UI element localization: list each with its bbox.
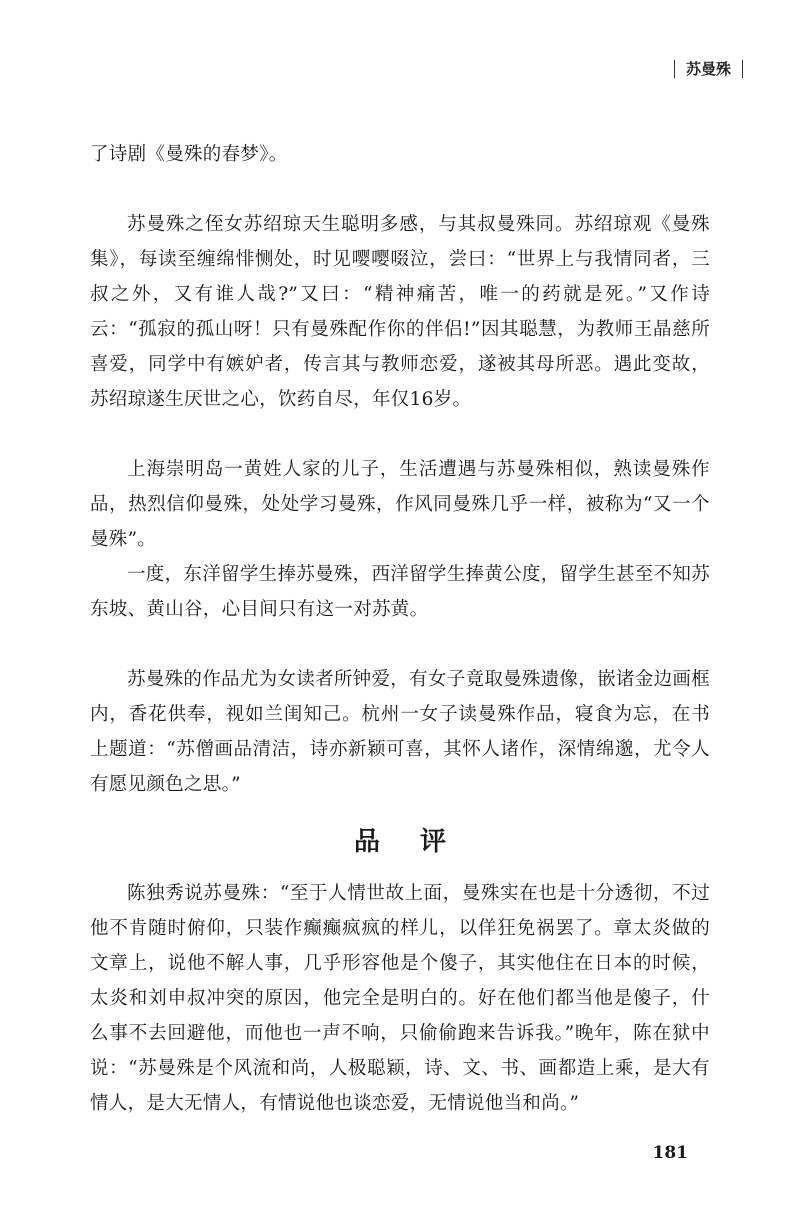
paragraph-su-shaoqiong: 苏曼殊之侄女苏绍琼天生聪明多感，与其叔曼殊同。苏绍琼观《曼殊集》，每读至缠绵悱恻处，时见嘤嘤啜泣，尝曰：“世界上与我情同者，三叔之外，又有谁人哉?”又曰：“精神痛苦，唯一的药就是死。”又作诗云：“孤寂的孤山呀！只有曼殊配作你的伴侣!”因其聪慧，为教师王晶慈所喜爱，同学中有嫉妒者，传言其与教师恋爱，遂被其母所恶。遇此变故，苏绍琼遂生厌世之心，饮药自尽，年仅16岁。 bbox=[90, 214, 710, 410]
paragraph-continuation: 了诗剧《曼殊的春梦》。 bbox=[90, 144, 288, 165]
section-heading: 品评 bbox=[353, 827, 486, 857]
running-header bbox=[0, 57, 800, 83]
running-header-title: 苏曼殊 bbox=[674, 59, 743, 79]
paragraph-commentary: 陈独秀说苏曼殊：“至于人情世故上面，曼殊实在也是十分透彻，不过他不肯随时俯仰，只装作癫癫疯疯的样儿，以佯狂免祸罢了。章太炎做的文章上，说他不解人事，几乎形容他是个傻子，其实他住在日本的时候，太炎和刘申叔冲突的原因，他完全是明白的。好在他们都当他是傻子，什么事不去回避他，而他也一声不响，只偷偷跑来告诉我。”晚年，陈在狱中说：“苏曼殊是个风流和尚，人极聪颖，诗、文、书、画都造上乘，是大有情人，是大无情人，有情说他也谈恋爱，无情说他当和尚。” bbox=[90, 883, 710, 1114]
paragraph-chongming-huang: 上海崇明岛一黄姓人家的儿子，生活遭遇与苏曼殊相似，熟读曼殊作品，热烈信仰曼殊，处处学习曼殊，作风同曼殊几乎一样，被称为“又一个曼殊”。 bbox=[90, 459, 710, 550]
page-number: 181 bbox=[652, 1143, 688, 1163]
paragraph-female-readers: 苏曼殊的作品尤为女读者所钟爱，有女子竟取曼殊遗像，嵌诸金边画框内，香花供奉，视如兰闺知己。杭州一女子读曼殊作品，寝食为忘，在书上题道：“苏僧画品清洁，诗亦新颖可喜，其怀人诸作，深情绵邈，尤令人有愿见颜色之思。” bbox=[90, 669, 710, 795]
paragraph-su-huang: 一度，东洋留学生捧苏曼殊，西洋留学生捧黄公度，留学生甚至不知苏东坡、黄山谷，心目间只有这一对苏黄。 bbox=[90, 564, 710, 620]
